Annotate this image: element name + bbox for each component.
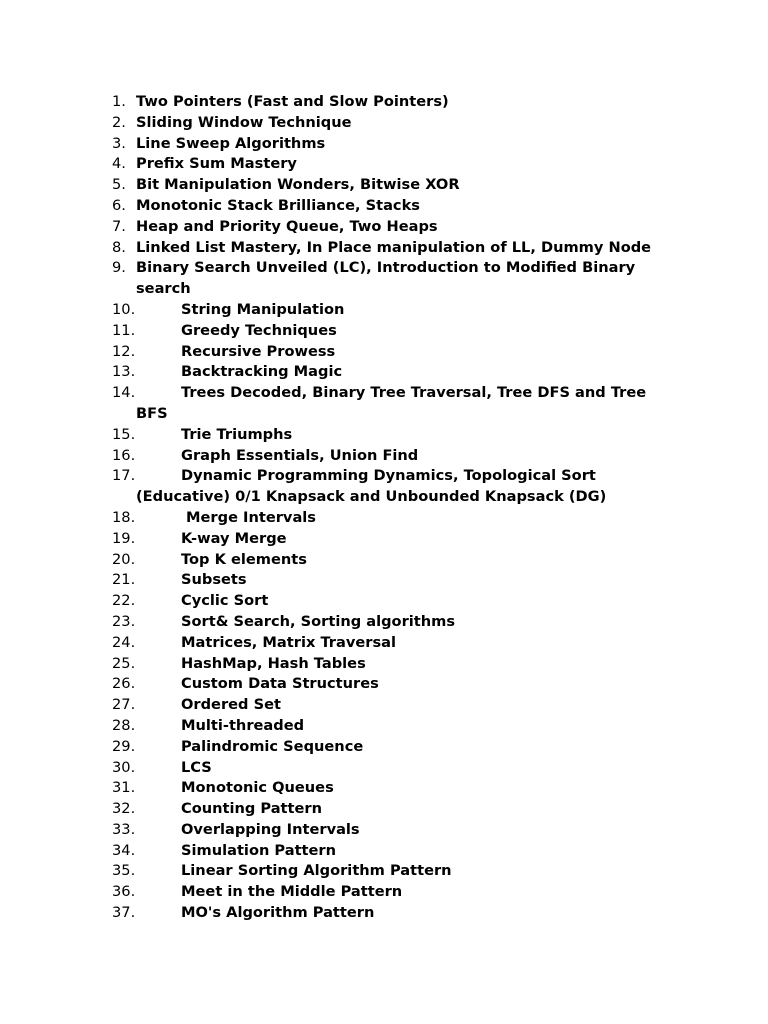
list-item-text: Sliding Window Technique xyxy=(136,113,352,131)
list-item xyxy=(112,154,682,175)
list-item xyxy=(112,820,682,841)
list-item xyxy=(112,362,682,383)
list-item-text: Trees Decoded, Binary Tree Traversal, Tree DFS and Tree BFS xyxy=(136,384,647,422)
list-item-number: 31. xyxy=(112,779,136,797)
list-item-text: Greedy Techniques xyxy=(181,321,337,339)
list-item xyxy=(112,383,682,425)
list-item-text: LCS xyxy=(181,758,212,776)
list-item-number: 28. xyxy=(112,716,136,734)
list-item-number: 13. xyxy=(112,363,136,381)
list-item xyxy=(112,300,682,321)
list-item-number: 34. xyxy=(112,841,136,859)
list-item xyxy=(112,882,682,903)
list-item-number: 20. xyxy=(112,550,136,568)
list-item-text: Monotonic Queues xyxy=(181,779,334,797)
list-item-number: 9. xyxy=(112,259,126,277)
list-item-number: 19. xyxy=(112,529,136,547)
list-item xyxy=(112,612,682,633)
list-item-text: Backtracking Magic xyxy=(181,363,343,381)
list-item xyxy=(112,674,682,695)
list-item xyxy=(112,238,682,259)
list-item-text: K-way Merge xyxy=(181,529,287,547)
list-item-number: 21. xyxy=(112,571,136,589)
list-item-number: 2. xyxy=(112,113,126,131)
list-item-number: 24. xyxy=(112,633,136,651)
list-item xyxy=(112,342,682,363)
list-item-number: 15. xyxy=(112,425,136,443)
list-item xyxy=(112,529,682,550)
list-item-number: 22. xyxy=(112,592,136,610)
list-item xyxy=(112,113,682,134)
list-item-number: 37. xyxy=(112,904,136,922)
list-item-number: 26. xyxy=(112,675,136,693)
list-item-text: Merge Intervals xyxy=(186,508,316,526)
list-item xyxy=(112,799,682,820)
list-item xyxy=(112,841,682,862)
list-item-text: Multi-threaded xyxy=(181,716,305,734)
list-item-text: Ordered Set xyxy=(181,696,281,714)
list-item xyxy=(112,217,682,238)
list-item-number: 12. xyxy=(112,342,136,360)
list-item-number: 8. xyxy=(112,238,126,256)
list-item xyxy=(112,695,682,716)
list-item-text: Two Pointers (Fast and Slow Pointers) xyxy=(136,93,449,110)
list-item-number: 36. xyxy=(112,883,136,901)
list-item xyxy=(112,321,682,342)
list-item xyxy=(112,633,682,654)
list-item xyxy=(112,591,682,612)
list-item-text: Meet in the Middle Pattern xyxy=(181,883,403,901)
list-item xyxy=(112,446,682,467)
list-item-text: Top K elements xyxy=(181,550,307,568)
list-item-number: 4. xyxy=(112,155,126,173)
list-item-number: 16. xyxy=(112,446,136,464)
list-item-text: Graph Essentials, Union Find xyxy=(181,446,419,464)
list-item-number: 33. xyxy=(112,820,136,838)
list-item-text: Counting Pattern xyxy=(181,800,322,818)
list-item-number: 10. xyxy=(112,300,136,318)
list-item xyxy=(112,258,682,300)
list-item-text: Simulation Pattern xyxy=(181,841,337,859)
list-item-text: Custom Data Structures xyxy=(181,675,379,693)
list-item-text: Binary Search Unveiled (LC), Introduction to Modified Binary search xyxy=(136,259,636,298)
list-item xyxy=(112,175,682,196)
list-item-number: 30. xyxy=(112,758,136,776)
list-item-text: Dynamic Programming Dynamics, Topological Sort (Educative) 0/1 Knapsack and Unbounded Knapsack (DG) xyxy=(136,467,607,506)
list-item xyxy=(112,466,682,508)
list-item-text: String Manipulation xyxy=(181,300,345,318)
list-item-number: 35. xyxy=(112,862,136,880)
list-item-text: Linked List Mastery, In Place manipulation of LL, Dummy Node xyxy=(136,238,652,256)
list-item-text: Subsets xyxy=(181,571,247,589)
list-item-number: 17. xyxy=(112,467,136,485)
list-item xyxy=(112,778,682,799)
list-item-number: 11. xyxy=(112,321,136,339)
list-item-text: Heap and Priority Queue, Two Heaps xyxy=(136,217,438,235)
list-item-number: 14. xyxy=(112,384,136,402)
list-item-text: Sort& Search, Sorting algorithms xyxy=(181,612,456,630)
list-item-number: 27. xyxy=(112,696,136,714)
list-item-number: 7. xyxy=(112,217,126,235)
list-item xyxy=(112,716,682,737)
list-item xyxy=(112,92,682,113)
list-item xyxy=(112,737,682,758)
list-item-text: MO's Algorithm Pattern xyxy=(181,904,375,922)
list-item-text: Line Sweep Algorithms xyxy=(136,134,326,152)
list-item xyxy=(112,425,682,446)
list-item-text: Bit Manipulation Wonders, Bitwise XOR xyxy=(136,176,460,194)
list-item-number: 32. xyxy=(112,800,136,818)
topic-list xyxy=(112,92,682,924)
list-item xyxy=(112,134,682,155)
list-item-number: 23. xyxy=(112,612,136,630)
list-item-text: Palindromic Sequence xyxy=(181,737,364,755)
list-item xyxy=(112,903,682,924)
list-item xyxy=(112,196,682,217)
list-item-text: Overlapping Intervals xyxy=(181,820,360,838)
list-item-number: 3. xyxy=(112,134,126,152)
list-item-text: HashMap, Hash Tables xyxy=(181,654,366,672)
list-item-text: Cyclic Sort xyxy=(181,592,269,610)
list-item xyxy=(112,758,682,779)
list-item-text: Linear Sorting Algorithm Pattern xyxy=(181,862,452,880)
list-item xyxy=(112,550,682,571)
list-item xyxy=(112,861,682,882)
list-item-text: Matrices, Matrix Traversal xyxy=(181,633,396,651)
list-item-number: 25. xyxy=(112,654,136,672)
list-item xyxy=(112,654,682,675)
list-item-number: 29. xyxy=(112,737,136,755)
list-item-number: 18. xyxy=(112,508,136,526)
list-item-text: Prefix Sum Mastery xyxy=(136,155,297,173)
list-item-number: 6. xyxy=(112,196,126,214)
list-item-number: 5. xyxy=(112,176,126,194)
list-item xyxy=(112,508,682,529)
list-item xyxy=(112,570,682,591)
list-item-number: 1. xyxy=(112,93,126,110)
list-item-text: Recursive Prowess xyxy=(181,342,336,360)
list-item-text: Trie Triumphs xyxy=(181,425,293,443)
list-item-text: Monotonic Stack Brilliance, Stacks xyxy=(136,196,420,214)
